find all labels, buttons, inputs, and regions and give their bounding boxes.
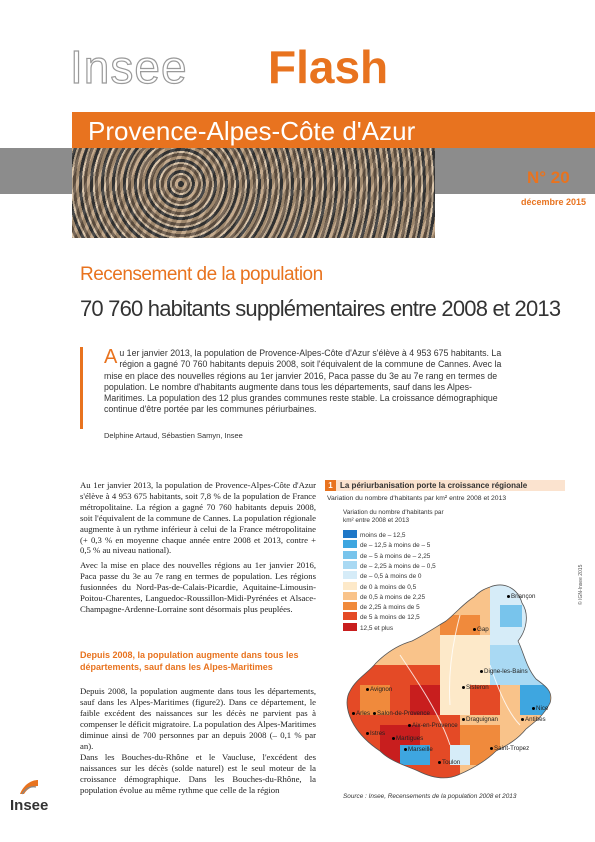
city-dot [366,688,369,691]
legend-label: de – 0,5 à moins de 0 [360,573,422,581]
lead-accent-bar [80,347,83,429]
legend-item [343,530,405,540]
choropleth-map [340,575,570,790]
legend-item [343,551,430,561]
legend-item [343,561,436,571]
city-dot [480,670,483,673]
city-label: Digne-les-Bains [484,668,528,675]
legend-item [343,540,430,550]
city-label: Martigues [396,735,424,742]
legend-label: 12,5 et plus [360,624,394,632]
legend-swatch [343,540,357,548]
city-dot [352,712,355,715]
city-label: Toulon [442,759,461,766]
city-dot [490,747,493,750]
body-paragraph-3: Depuis 2008, la population augmente dans tous les départements, sauf dans les Alpes-Maritimes (figure2). Dans ce département, le faible excédent des naissances sur les décès ne parvient pas à compenser le déficit migratoire. La population des Alpes-Maritimes diminue ainsi de 700 personnes par an depuis 2008 (– 0,1 % par an). [80,686,316,751]
kicker-title: Recensement de la population [80,264,323,285]
city-label: Istres [370,730,386,737]
city-dot [532,707,535,710]
masthead-insee: Insee [70,41,188,93]
city-label: Avignon [370,686,393,693]
authors: Delphine Artaud, Sébastien Samyn, Insee [104,431,243,440]
city-dot [392,737,395,740]
legend-label: de 2,25 à moins de 5 [360,604,420,612]
city-dot [373,712,376,715]
region-band [72,112,595,148]
city-label: Saint-Tropez [494,745,530,752]
city-dot [404,748,407,751]
city-label: Gap [477,626,489,633]
city-label: Briançon [511,593,536,600]
city-dot [438,761,441,764]
legend-swatch [343,530,357,538]
city-label: Antibes [525,716,546,723]
city-dot [521,718,524,721]
city-label: Nice [536,705,549,712]
city-label: Arles [356,710,371,717]
city-label: Sisteron [466,684,489,691]
lead-paragraph [104,348,504,416]
issue-date: décembre 2015 [521,197,587,207]
legend-label: de – 2,25 à moins de – 0,5 [360,562,436,570]
lead-text: u 1er janvier 2013, la population de Provence-Alpes-Côte d'Azur s'élève à 4 953 675 habitants. La région a gagné 70 760 habitants depuis 2008, soit l'équivalent de la commune de Cannes. Avec la mise en place des nouvelles régions au 1er janvier 2016, Paca passe du 3e au 7e rang en termes de population. Le nombre d'habitants augmente dans tous les départements, sauf dans les Alpes-Maritimes. La population des 12 plus grandes communes reste stable. La croissance démographique continue d'être portée par les communes périurbaines. [104,348,502,415]
lead-dropcap: A [104,346,118,368]
figure-source: Source : Insee, Recensements de la population 2008 et 2013 [343,793,517,800]
section-subhead: Depuis 2008, la population augmente dans tous les départements, sauf dans les Alpes-Maritimes [80,650,299,672]
figure-subtitle: Variation du nombre d'habitants par km² entre 2008 et 2013 [327,495,507,502]
city-dot [366,732,369,735]
legend-swatch [343,561,357,569]
insee-logo-mark-icon [18,778,40,796]
city-dot [507,595,510,598]
figure-number: 1 [325,480,336,491]
legend-label: de – 5 à moins de – 2,25 [360,552,431,560]
body-paragraph-1: Au 1er janvier 2013, la population de Provence-Alpes-Côte d'Azur s'élève à 4 953 675 habitants, soit 7,8 % de la population de France métropolitaine. La région a gagné 70 760 habitants depuis 2008, soit l'équivalent de la commune de Cannes. La population régionale augmente à un rythme inférieur à celui de la France métropolitaine (+ 0,3 % en moyenne chaque année entre 2008 et 2013, contre + 0,5 % au niveau national). [80,480,316,556]
legend-label: moins de – 12,5 [360,532,406,539]
city-label: Salon-de-Provence [377,710,430,717]
region-name: Provence-Alpes-Côte d'Azur [88,116,416,146]
legend-label: de 0,5 à moins de 2,25 [360,593,426,601]
body-paragraph-4: Dans les Bouches-du-Rhône et le Vaucluse, l'excédent des naissances sur les décès (solde naturel) est le seul moteur de la croissance démographique. Dans les Bouches-du-Rhône, la population évolue au même rythme que celle de la région [80,752,316,795]
city-label: Marseille [408,746,433,753]
map-copyright: © IGN-Insee 2015 [578,564,584,605]
main-title: 70 760 habitants supplémentaires entre 2008 et 2013 [80,296,561,321]
insee-logo-text: Insee [10,797,49,814]
city-dot [462,686,465,689]
crowd-photo [72,148,435,238]
legend-label: de 5 à moins de 12,5 [360,614,420,622]
legend-label: de – 12,5 à moins de – 5 [360,542,431,550]
legend-swatch [343,551,357,559]
city-label: Draguignan [466,716,498,723]
city-dot [473,628,476,631]
city-dot [462,718,465,721]
figure-title: La périurbanisation porte la croissance régionale [340,481,528,490]
city-label: Aix-en-Provence [412,722,458,729]
issue-number: N° 20 [527,168,570,187]
masthead-flash: Flash [268,41,389,93]
legend-title: Variation du nombre d'habitants par km² entre 2008 et 2013 [343,509,444,524]
legend-label: de 0 à moins de 0,5 [360,583,417,591]
body-paragraph-2: Avec la mise en place des nouvelles régions au 1er janvier 2016, Paca passe du 3e au 7e rang en termes de population. Les régions fusionnées du Nord-Pas-de-Calais-Picardie, Aquitaine-Limousin-Poitou-Charentes, Languedoc-Roussillon-Midi-Pyrénées et Alsace-Champagne-Ardenne-Lorraine sont désormais plus peuplées. [80,560,316,614]
city-dot [408,724,411,727]
